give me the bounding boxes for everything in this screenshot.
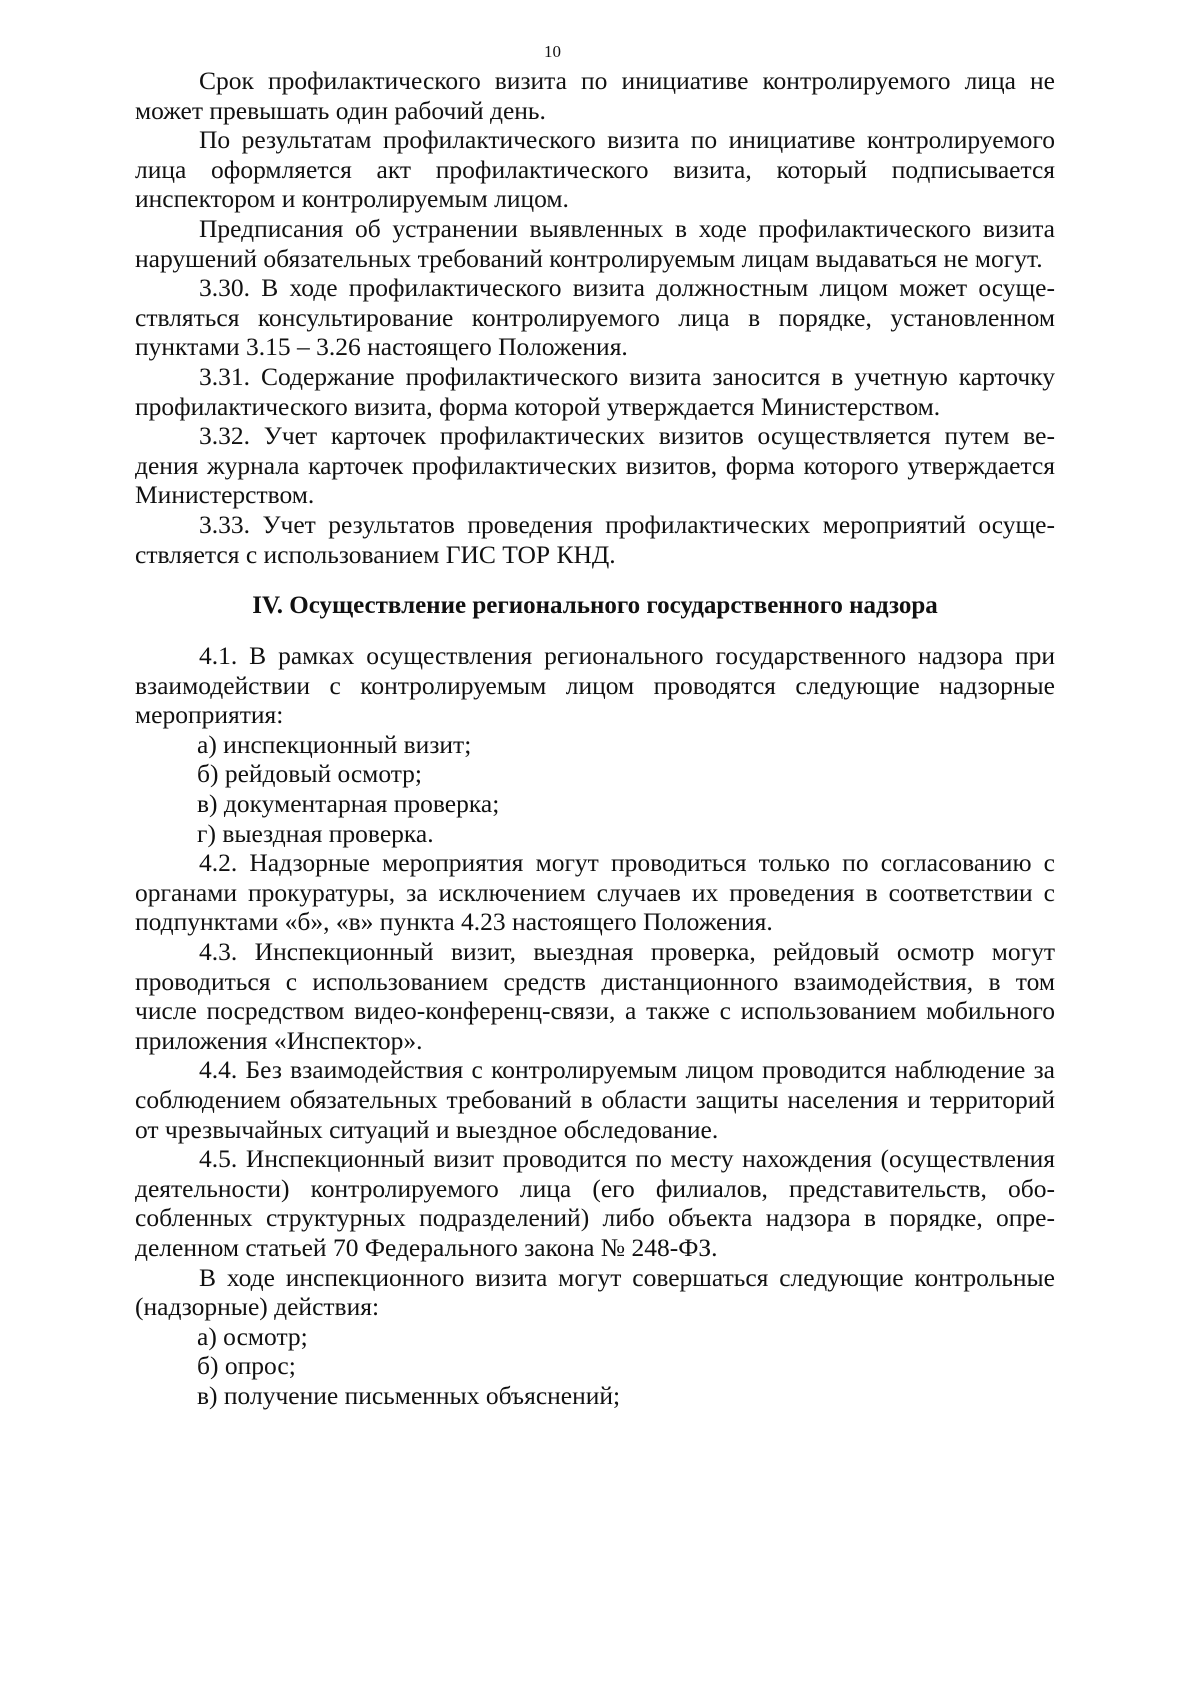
list-item: б) опрос; [197, 1351, 296, 1381]
paragraph-3-33: 3.33. Учет результатов проведения профилактических мероприятий осуществляется с использованием ГИС ТОР КНД. [135, 509, 1055, 569]
list-item: а) инспекционный визит; [197, 729, 472, 759]
section-heading: IV. Осуществление регионального государственного надзора [252, 592, 938, 620]
paragraph-visit-duration: Срок профилактического визита по инициативе контролируемого лица не может превышать один рабочий день. [135, 66, 1055, 125]
paragraph-4-4: 4.4. Без взаимодействия с контролируемым лицом проводится наблюдение за соблюдением обязательных требований в области защиты населения и территорий от чрезвычайных ситуаций и выездное обследование. [135, 1055, 1055, 1144]
paragraph-inspection-actions: В ходе инспекционного визита могут совершаться следующие контрольные (надзорные) действия: [135, 1262, 1055, 1322]
list-item: в) документарная проверка; [197, 789, 500, 819]
document-body [135, 66, 1055, 1411]
paragraph-4-1: 4.1. В рамках осуществления регионального государственного надзора при взаимодействии с контролируемым лицом проводятся следующие надзорные мероприятия: [135, 641, 1055, 730]
paragraph-4-3: 4.3. Инспекционный визит, выездная проверка, рейдовый осмотр могут проводиться с использованием средств дистанционного взаимодействия, в том числе посредством видео-конференц-связи, а также с использованием мобильного приложения «Инспектор». [135, 937, 1055, 1055]
paragraph-visit-act: По результатам профилактического визита по инициативе контролируемого лица оформляется акт профилактического визита, который подписывается инспектором и контролируемым лицом. [135, 125, 1055, 214]
list-item: а) осмотр; [197, 1321, 308, 1351]
paragraph-3-32: 3.32. Учет карточек профилактических визитов осуществляется путем ведения журнала карточек профилактических визитов, форма которого утверждается Министерством. [135, 421, 1055, 510]
paragraph-4-5: 4.5. Инспекционный визит проводится по месту нахождения (осуществления деятельности) контролируемого лица (его филиалов, представительств, обособленных структурных подразделений) либо объекта надзора в порядке, определенном статьей 70 Федерального закона № 248-ФЗ. [135, 1144, 1055, 1262]
list-item: в) получение письменных объяснений; [197, 1380, 621, 1410]
list-item: б) рейдовый осмотр; [197, 759, 423, 789]
paragraph-prescriptions: Предписания об устранении выявленных в ходе профилактического визита нарушений обязательных требований контролируемым лицам выдаваться не могут. [135, 213, 1055, 273]
list-item: г) выездная проверка. [197, 818, 434, 848]
paragraph-4-2: 4.2. Надзорные мероприятия могут проводиться только по согласованию с органами прокуратуры, за исключением случаев их проведения в соответствии с подпунктами «б», «в» пункта 4.23 настоящего Положения. [135, 848, 1055, 937]
paragraph-3-31: 3.31. Содержание профилактического визита заносится в учетную карточку профилактического визита, форма которой утверждается Министерством. [135, 361, 1055, 421]
page-number: 10 [544, 42, 561, 61]
paragraph-3-30: 3.30. В ходе профилактического визита должностным лицом может осуществляться консультирование контролируемого лица в порядке, установленном пунктами 3.15 – 3.26 настоящего Положения. [135, 273, 1055, 362]
